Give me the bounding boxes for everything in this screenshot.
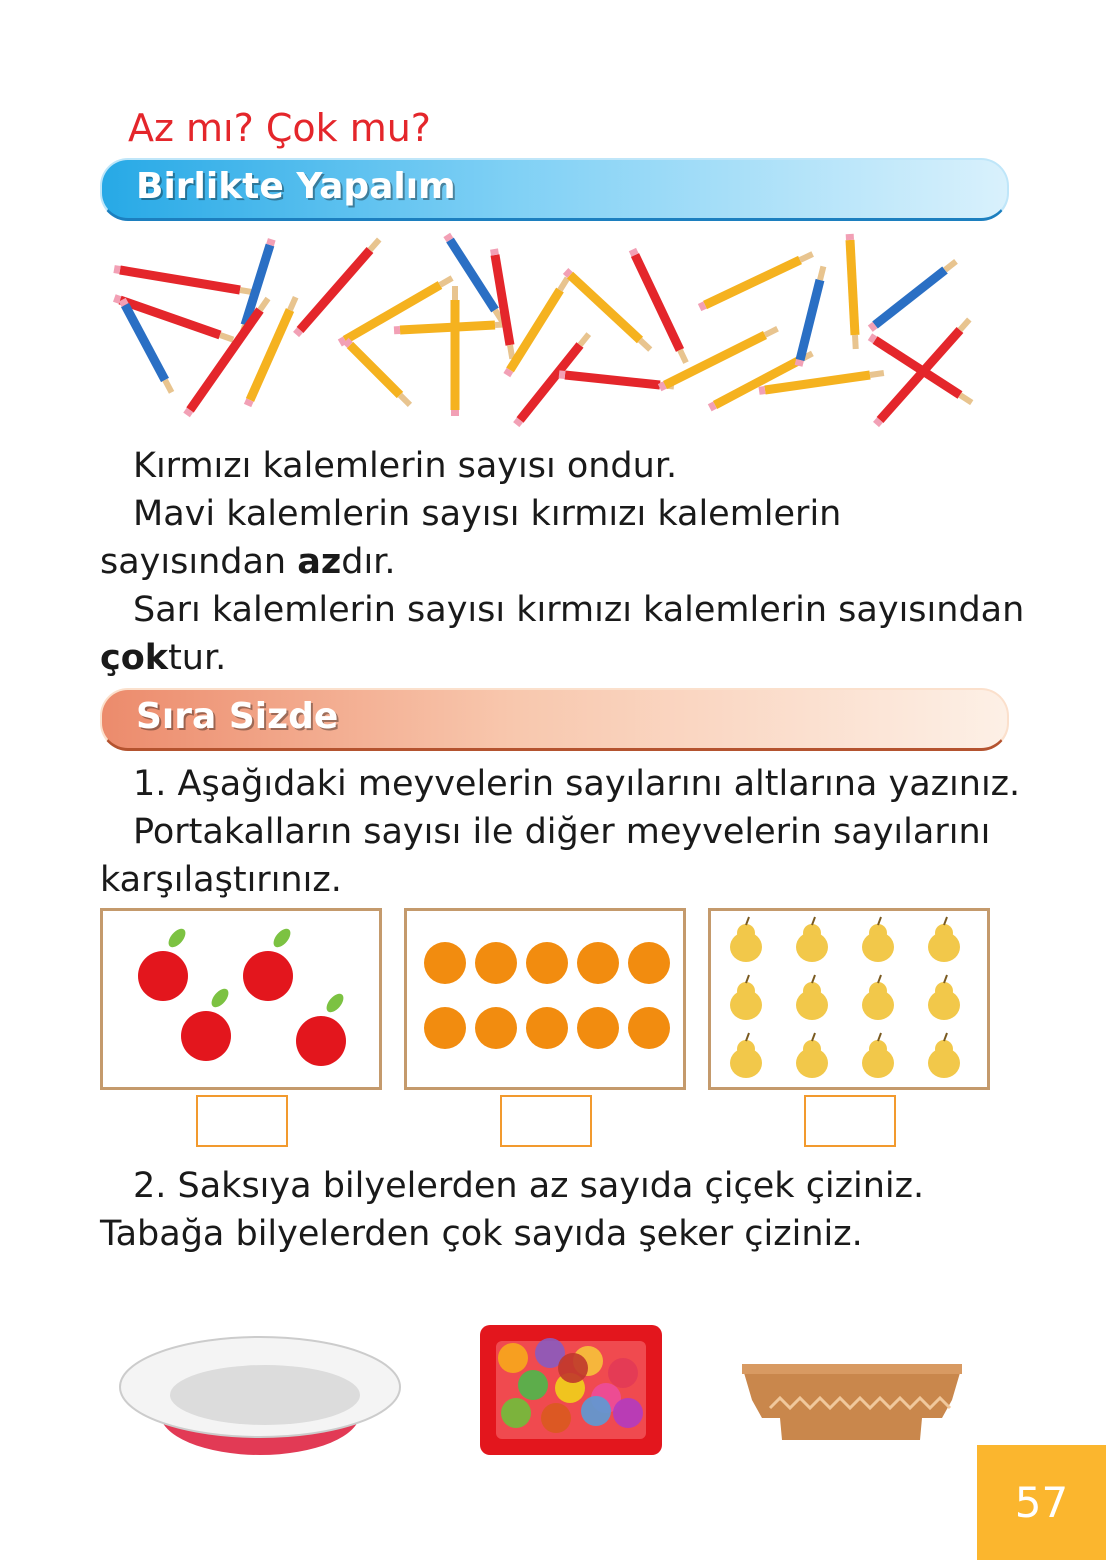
task1-line: Portakalların sayısı ile diğer meyvelerin sayılarını [133, 812, 991, 852]
task2-line: 2. Saksıya bilyelerden az sayıda çiçek çiziniz. [133, 1166, 925, 1206]
pear-icon [862, 975, 894, 1020]
text-line: Kırmızı kalemlerin sayısı ondur. [133, 446, 678, 486]
red-pencil [114, 269, 254, 292]
text-line [100, 634, 226, 682]
red-pencil [494, 249, 512, 359]
yellow-pencil [566, 271, 651, 350]
orange-icon [526, 1007, 568, 1049]
red-pencil [876, 320, 969, 425]
pear-icon [796, 917, 828, 962]
pear-icon [730, 975, 762, 1020]
banner-label: Sıra Sizde [136, 696, 339, 737]
apples-box [100, 908, 382, 1090]
pear-icon [796, 975, 828, 1020]
orange-icon [424, 942, 466, 984]
orange-icon [526, 942, 568, 984]
pear-count-answer-box[interactable] [804, 1095, 896, 1147]
pear-icon [862, 1033, 894, 1078]
orange-icon [424, 1007, 466, 1049]
flower-pot-image[interactable] [742, 1360, 967, 1450]
emphasis-cok: çok [100, 638, 169, 678]
text: sayısından [100, 542, 298, 582]
pear-icon [928, 917, 960, 962]
banner-label: Birlikte Yapalım [136, 166, 456, 207]
page-number: 57 [977, 1445, 1106, 1560]
yellow-pencil [507, 278, 568, 375]
yellow-pencil [850, 234, 856, 349]
marble-icon [608, 1358, 638, 1388]
pear-icon [928, 1033, 960, 1078]
red-pencil [559, 374, 674, 386]
text: dır. [341, 542, 396, 582]
marble-icon [613, 1398, 643, 1428]
emphasis-az: az [297, 542, 342, 582]
section-banner-birlikte-yapalim [100, 158, 1009, 221]
task2-line: Tabağa bilyelerden çok sayıda şeker çiziniz. [100, 1214, 863, 1254]
pear-icon [928, 975, 960, 1020]
oranges-box [404, 908, 686, 1090]
yellow-pencil [346, 341, 410, 405]
plate-image[interactable] [115, 1325, 410, 1470]
section-banner-sira-sizde [100, 688, 1009, 751]
apple-icon [243, 926, 294, 1001]
apple-icon [296, 991, 347, 1066]
orange-icon [475, 942, 517, 984]
marble-icon [518, 1370, 548, 1400]
text-line: Sarı kalemlerin sayısı kırmızı kalemlerin sayısından [133, 590, 1025, 630]
pear-icon [796, 1033, 828, 1078]
pear-icon [862, 917, 894, 962]
pencils-illustration [100, 230, 980, 430]
orange-icon [475, 1007, 517, 1049]
orange-icon [628, 1007, 670, 1049]
orange-icon [577, 942, 619, 984]
pears-box [708, 908, 990, 1090]
orange-count-answer-box[interactable] [500, 1095, 592, 1147]
orange-icon [577, 1007, 619, 1049]
task1-line: 1. Aşağıdaki meyvelerin sayılarını altlarına yazınız. [133, 764, 1021, 804]
task1-line: karşılaştırınız. [100, 860, 342, 900]
blue-pencil [870, 261, 956, 328]
pear-icon [730, 1033, 762, 1078]
text-line [100, 538, 395, 586]
apple-icon [138, 926, 189, 1001]
red-pencil [296, 239, 379, 334]
red-pencil [632, 250, 686, 363]
yellow-pencil [700, 254, 813, 308]
orange-icon [628, 942, 670, 984]
page-title: Az mı? Çok mu? [128, 106, 431, 150]
marble-icon [501, 1398, 531, 1428]
apple-icon [181, 986, 232, 1061]
marble-icon [541, 1403, 571, 1433]
marble-tray-image [478, 1323, 664, 1457]
text-line: Mavi kalemlerin sayısı kırmızı kalemlerin [133, 494, 842, 534]
pear-icon [730, 917, 762, 962]
apple-count-answer-box[interactable] [196, 1095, 288, 1147]
marble-icon [558, 1353, 588, 1383]
text: tur. [168, 638, 227, 678]
marble-icon [581, 1396, 611, 1426]
marble-icon [498, 1343, 528, 1373]
